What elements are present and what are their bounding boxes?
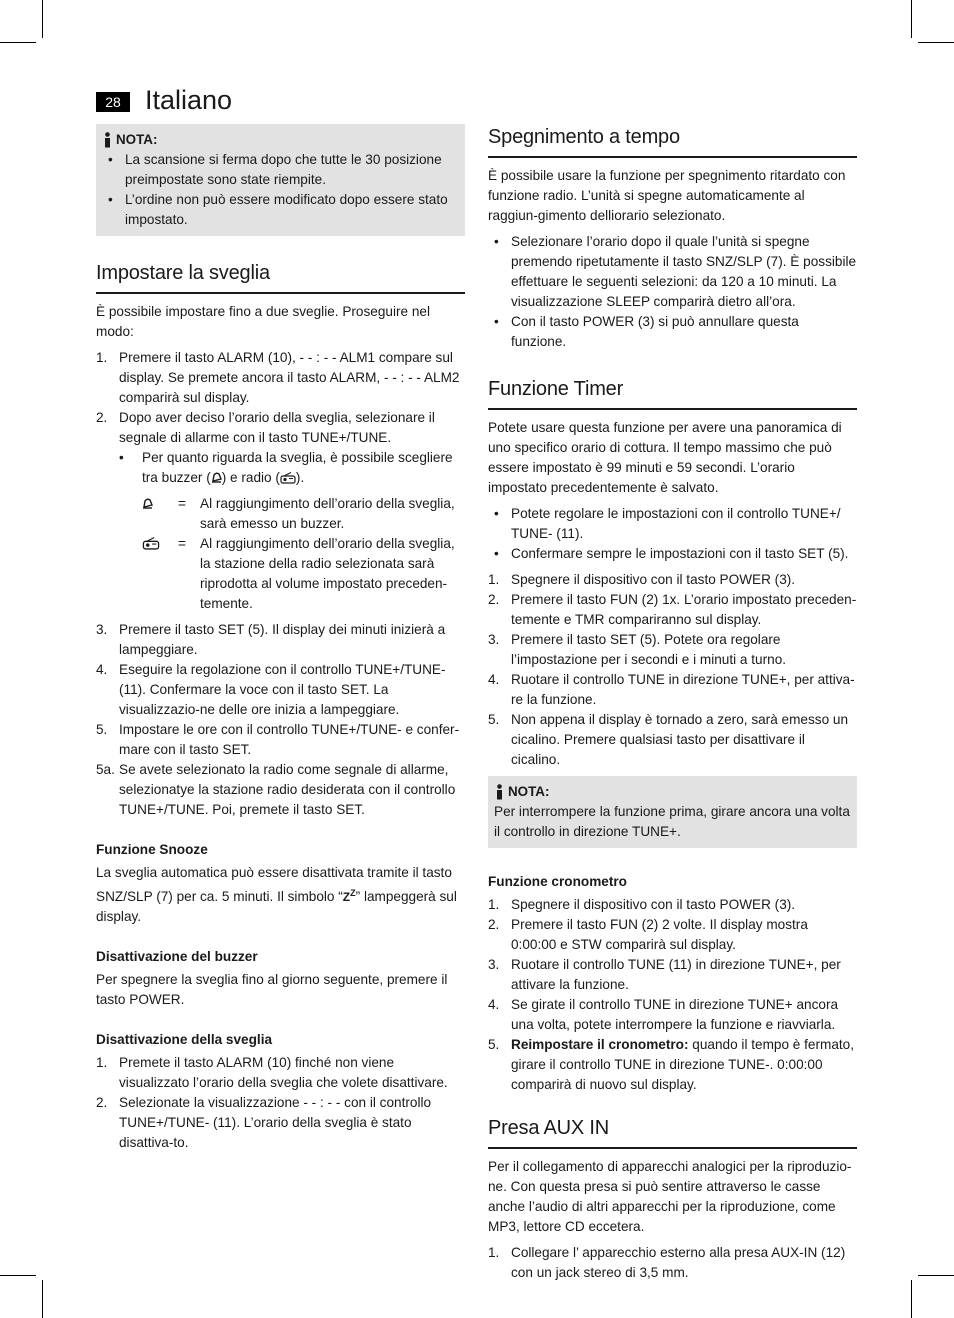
note-heading: NOTA: [494, 782, 851, 802]
bell-icon [142, 497, 153, 510]
page-title: Italiano [145, 85, 233, 115]
list-item: • L’ordine non può essere modificato dopo essere stato impostato. [108, 192, 448, 227]
list-item: 1. Premere il tasto ALARM (10), - - : - - ALM1 compare sul display. Se premete ancora il tasto ALARM, - - : - - ALM2 comparirà sul display. [96, 350, 460, 405]
list-item: 4. Ruotare il controllo TUNE in direzione TUNE+, per attiva-re la funzione. [488, 672, 855, 707]
list-item: • Confermare sempre le impostazioni con il tasto SET (5). [494, 546, 849, 561]
crop-mark [918, 1275, 954, 1276]
subsection-heading: Disattivazione del buzzer [96, 949, 258, 964]
info-icon [494, 784, 505, 800]
paragraph: Per spegnere la sveglia fino al giorno seguente, premere il tasto POWER. [96, 972, 448, 1007]
list-item: 3. Premere il tasto SET (5). Potete ora regolare l’impostazione per i secondi e i minuti a turno. [488, 632, 787, 667]
list-item: 2. Premere il tasto FUN (2) 2 volte. Il display mostra 0:00:00 e STW comparirà sul display. [488, 917, 808, 952]
list-item: • Con il tasto POWER (3) si può annullare questa funzione. [494, 314, 799, 349]
paragraph: La sveglia automatica può essere disattivata tramite il tasto SNZ/SLP (7) per ca. 5 minuti. Il simbolo “$Z^Z$” lampeggerà sul display. [96, 865, 457, 924]
crop-mark [911, 1280, 912, 1318]
left-column [96, 124, 465, 1153]
note-box [96, 124, 465, 236]
list-item: 1. Spegnere il dispositivo con il tasto POWER (3). [488, 897, 796, 912]
symbol-row: = Al raggiungimento dell’orario della sveglia, sarà emesso un buzzer. [96, 494, 465, 534]
list-item: 5. Impostare le ore con il controllo TUNE+/TUNE- e confer-mare con il tasto SET. [96, 722, 460, 757]
crop-mark [0, 42, 36, 43]
note-box [488, 776, 857, 848]
section-heading: Impostare la sveglia [96, 260, 465, 294]
list-item: 1. Spegnere il dispositivo con il tasto POWER (3). [488, 572, 796, 587]
list-item: 3. Ruotare il controllo TUNE (11) in direzione TUNE+, per attivare la funzione. [488, 957, 841, 992]
crop-mark [918, 42, 954, 43]
list-item: • Per quanto riguarda la sveglia, è possibile scegliere tra buzzer ( ) e radio ( ). [119, 450, 453, 485]
paragraph: Potete usare questa funzione per avere una panoramica di uno specifico orario di cottura. Il tempo massimo che può essere impostato è 99 minuti e 59 secondi. L’orario impostato precedentemente è salvato. [488, 420, 842, 495]
section-heading: Presa AUX IN [488, 1115, 857, 1149]
list-item: 5. Non appena il display è tornado a zero, sarà emesso un cicalino. Premere qualsiasi tasto per disattivare il cicalino. [488, 712, 849, 767]
page-number: 28 [96, 92, 130, 112]
section-heading: Spegnimento a tempo [488, 124, 857, 158]
info-icon [102, 132, 113, 148]
list-item: 2. Selezionate la visualizzazione - - : - - con il controllo TUNE+/TUNE- (11). L’orario della sveglia è stato disattiva-to. [96, 1095, 432, 1150]
list-item: 5a. Se avete selezionato la radio come segnale di allarme, selezionatye la stazione radio desiderata con il controllo TUNE+/TUNE. Poi, premete il tasto SET. [96, 762, 456, 817]
right-column [488, 124, 857, 1283]
list-item: 3. Premere il tasto SET (5). Il display dei minuti inizierà a lampeggiare. [96, 622, 446, 657]
list-item: 4. Eseguire la regolazione con il controllo TUNE+/TUNE- (11). Confermare la voce con il tasto SET. La visualizzazio-ne delle ore inizia a lampeggiare. [96, 662, 446, 717]
list-item: • Selezionare l’orario dopo il quale l’unità si spegne premendo ripetutamente il tasto SNZ/SLP (7). È possibile effettuare le seguenti selezioni: da 120 a 10 minuti. La visualizzazione SLEEP comparirà dietro all’ora. [494, 234, 857, 309]
subsection-heading: Disattivazione della sveglia [96, 1032, 273, 1047]
list-item: 1. Premete il tasto ALARM (10) finché non viene visualizzato l’orario della sveglia che volete disattivare. [96, 1055, 448, 1090]
snooze-symbol: $Z^Z$ [342, 888, 356, 904]
paragraph: È possibile usare la funzione per spegnimento ritardato con funzione radio. L’unità si spegne automaticamente al raggiun-gimento delliorario selezionato. [488, 168, 846, 223]
crop-mark [42, 0, 43, 38]
subsection-heading: Funzione cronometro [488, 874, 627, 889]
bell-icon [211, 471, 222, 484]
radio-icon [280, 472, 296, 484]
list-item: 2. Premere il tasto FUN (2) 1x. L’orario impostato preceden-temente e TMR compariranno sul display. [488, 592, 857, 627]
paragraph: È possibile impostare fino a due sveglie. Proseguire nel modo: [96, 304, 430, 339]
note-heading: NOTA: [102, 130, 459, 150]
crop-mark [911, 0, 912, 38]
section-heading: Funzione Timer [488, 376, 857, 410]
list-item: 5. Reimpostare il cronometro: quando il tempo è fermato, girare il controllo TUNE in direzione TUNE-. 0:00:00 comparirà di nuovo sul display. [488, 1037, 855, 1092]
paragraph: Per il collegamento di apparecchi analogici per la riproduzio-ne. Con questa presa si può sentire attraverso le casse anche l’audio di altri apparecchi per la riproduzione, come MP3, lettore CD eccetera. [488, 1159, 852, 1234]
crop-mark [42, 1280, 43, 1318]
crop-mark [0, 1275, 36, 1276]
radio-icon [142, 537, 160, 550]
subsection-heading: Funzione Snooze [96, 842, 208, 857]
list-item: • Potete regolare le impostazioni con il controllo TUNE+/ TUNE- (11). [494, 506, 841, 541]
list-item: 1. Collegare l’ apparecchio esterno alla presa AUX-IN (12) con un jack stereo di 3,5 mm. [488, 1245, 846, 1280]
symbol-row: = Al raggiungimento dell’orario della sveglia, la stazione della radio selezionata sarà riprodotta al volume impostato preceden-temente. [96, 534, 465, 614]
list-item: 4. Se girate il controllo TUNE in direzione TUNE+ ancora una volta, potete interrompere la funzione e riavviarla. [488, 997, 839, 1032]
list-item: • La scansione si ferma dopo che tutte le 30 posizione preimpostate sono state riempite. [108, 152, 442, 187]
note-text: Per interrompere la funzione prima, girare ancora una volta il controllo in direzione TUNE+. [494, 804, 850, 839]
list-item: 2. Dopo aver deciso l’orario della sveglia, selezionare il segnale di allarme con il tasto TUNE+/TUNE. [96, 410, 435, 445]
